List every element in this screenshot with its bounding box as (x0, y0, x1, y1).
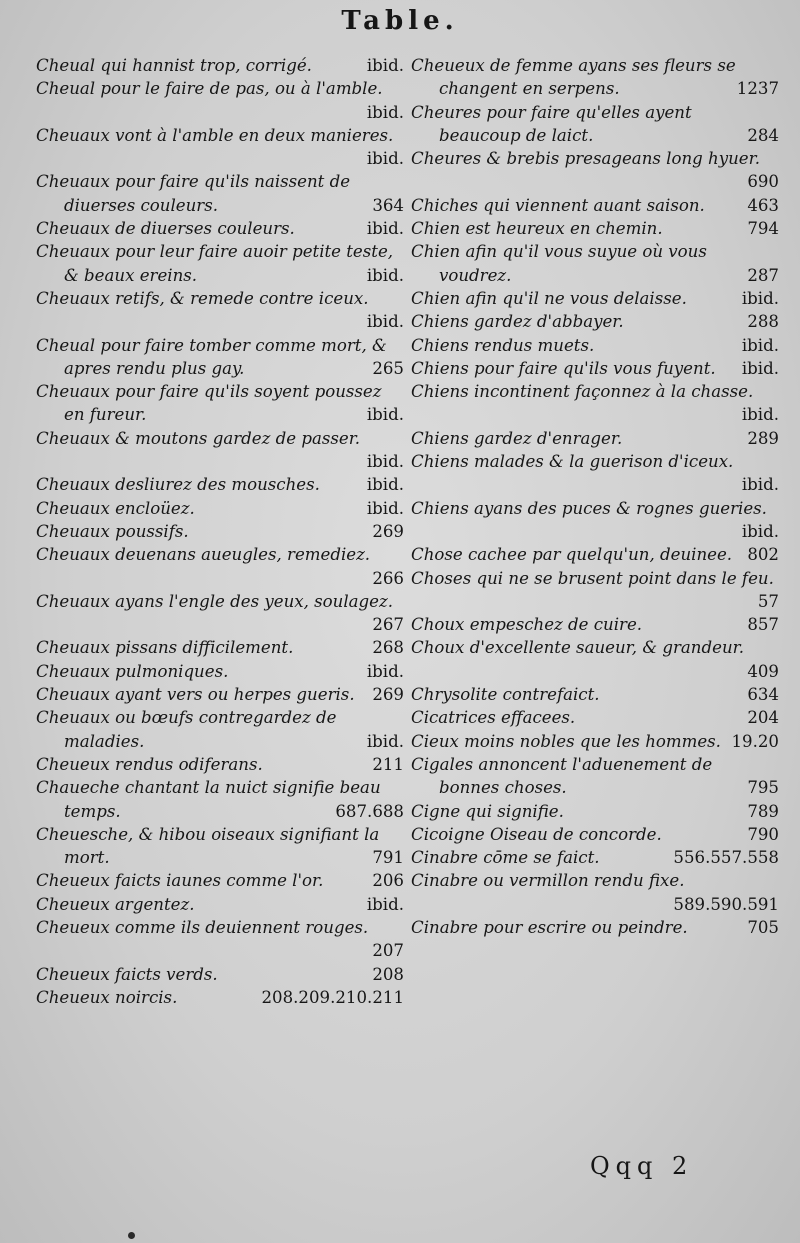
entry-page-ref: 267 (372, 615, 404, 635)
index-entry (36, 334, 404, 381)
index-entry (411, 683, 779, 706)
entry-page-ref: 207 (372, 941, 404, 961)
entry-page-ref: 284 (747, 125, 779, 145)
index-entry (411, 730, 779, 753)
index-entry (411, 846, 779, 869)
entry-page-ref: ibid. (366, 731, 404, 751)
entry-text: Cheuaux ayant vers ou herpes gueris. (36, 685, 355, 705)
index-entry (411, 380, 779, 427)
entry-page-ref: ibid. (741, 288, 779, 308)
entry-page-ref: 211 (372, 754, 404, 774)
index-entry (411, 869, 779, 916)
entry-text: Cigne qui signifie. (411, 801, 564, 821)
index-entry (36, 963, 404, 986)
entry-page-ref: ibid. (366, 475, 404, 495)
index-entry (411, 147, 779, 194)
entry-text: Cheuaux ayans l'engle des yeux, soulagez. (36, 591, 394, 611)
index-entry (411, 357, 779, 380)
entry-page-ref: 690 (747, 172, 779, 192)
entry-page-ref: 857 (747, 615, 779, 635)
index-entry (36, 124, 404, 171)
entry-text: Cinabre cōme se faict. (411, 848, 600, 868)
entry-page-ref: 463 (747, 195, 779, 215)
entry-text: Cheuaux pour leur faire auoir petite teste, & beaux ereins. (36, 242, 394, 285)
index-entry (411, 334, 779, 357)
entry-text: Chiens incontinent façonnez à la chasse. (411, 382, 754, 402)
entry-page-ref: 287 (747, 265, 779, 285)
index-entry (36, 823, 404, 870)
index-entry (411, 753, 779, 800)
entry-text: Cigales annoncent l'aduenement de bonnes choses. (411, 754, 713, 798)
index-entry (36, 753, 404, 776)
entry-page-ref: 265 (372, 358, 404, 378)
index-entry (36, 543, 404, 590)
entry-page-ref: ibid. (366, 265, 404, 285)
entry-page-ref: 802 (747, 545, 779, 565)
entry-text: Chaueche chantant la nuict signifie beau temps. (36, 778, 381, 821)
entry-page-ref: ibid. (366, 405, 404, 425)
entry-text: Cheuaux pissans difficilement. (36, 638, 294, 658)
index-entry (411, 567, 779, 614)
index-entry (36, 77, 404, 124)
entry-text: Chien afin qu'il ne vous delaisse. (411, 288, 687, 308)
entry-page-ref: 57 (757, 591, 779, 611)
index-entry (36, 240, 404, 287)
index-entry (36, 520, 404, 543)
entry-page-ref: 687.688 (335, 801, 404, 821)
entry-text: Choux empeschez de cuire. (411, 615, 643, 635)
index-entry (411, 427, 779, 450)
index-entry (411, 636, 779, 683)
entry-text: Cheual pour faire tomber comme mort, & apres rendu plus gay. (36, 335, 387, 378)
entry-text: Cheuaux ou bœufs contregardez de maladies. (36, 708, 337, 751)
entry-page-ref: ibid. (366, 498, 404, 518)
ink-blot (128, 1232, 135, 1239)
entry-page-ref: ibid. (741, 405, 779, 425)
entry-text: Cheuaux pour faire qu'ils soyent poussez en fureur. (36, 382, 382, 425)
entry-page-ref: 794 (747, 219, 779, 239)
index-entry (36, 380, 404, 427)
entry-page-ref: ibid. (741, 358, 779, 378)
entry-text: Cheuaux deuenans aueugles, remediez. (36, 545, 371, 565)
entry-page-ref: 208.209.210.211 (261, 987, 404, 1007)
entry-text: Cheueux argentez. (36, 894, 195, 914)
index-entry (411, 823, 779, 846)
index-entry (36, 54, 404, 77)
entry-text: Cheuaux encloüez. (36, 498, 195, 518)
entry-text: Chiens gardez d'enrager. (411, 428, 623, 448)
entry-page-ref: ibid. (741, 521, 779, 541)
index-entry (411, 54, 779, 101)
index-entry (411, 217, 779, 240)
entry-text: Cicatrices effacees. (411, 708, 576, 728)
signature-mark: Qqq 2 (590, 1152, 694, 1180)
index-entry (411, 706, 779, 729)
index-entry (411, 287, 779, 310)
entry-text: Cheuesche, & hibou oiseaux signifiant la mort. (36, 824, 380, 868)
entry-text: Chien est heureux en chemin. (411, 219, 663, 239)
entry-text: Cheuaux de diuerses couleurs. (36, 219, 295, 239)
entry-page-ref: ibid. (366, 312, 404, 332)
index-entry (36, 590, 404, 637)
index-entry (411, 916, 779, 939)
entry-text: Chrysolite contrefaict. (411, 685, 600, 705)
index-entry (411, 800, 779, 823)
index-entry (411, 497, 779, 544)
index-entry (36, 170, 404, 217)
entry-page-ref: 795 (747, 778, 779, 798)
entry-text: Chiches qui viennent auant saison. (411, 195, 705, 215)
entry-page-ref: 705 (747, 917, 779, 937)
index-entry (36, 427, 404, 474)
entry-text: Cheuaux poussifs. (36, 521, 189, 541)
entry-text: Cheuaux desliurez des mousches. (36, 475, 320, 495)
index-entry (36, 986, 404, 1009)
index-entry (36, 287, 404, 334)
entry-text: Cheual pour le faire de pas, ou à l'amble. (36, 79, 383, 99)
entry-text: Cheueux de femme ayans ses fleurs se changent en serpens. (411, 56, 736, 99)
entry-text: Cheuaux pulmoniques. (36, 661, 229, 681)
index-entry (36, 869, 404, 892)
entry-page-ref: ibid. (366, 56, 404, 75)
entry-text: Cheueux comme ils deuiennent rouges. (36, 917, 369, 937)
entry-text: Cheuaux & moutons gardez de passer. (36, 428, 361, 448)
entry-page-ref: 589.590.591 (673, 894, 779, 914)
entry-text: Cheuaux retifs, & remede contre iceux. (36, 288, 369, 308)
entry-page-ref: 1237 (736, 79, 779, 99)
entry-text: Cheuaux vont à l'amble en deux manieres. (36, 125, 394, 145)
entry-page-ref: 364 (372, 195, 404, 215)
entry-text: Cinabre ou vermillon rendu fixe. (411, 871, 685, 891)
entry-text: Chiens gardez d'abbayer. (411, 312, 624, 332)
entry-page-ref: 206 (372, 871, 404, 891)
entry-page-ref: 269 (372, 521, 404, 541)
entry-text: Chien afin qu'il vous suyue où vous voudrez. (411, 242, 707, 285)
entry-text: Cieux moins nobles que les hommes. (411, 731, 721, 751)
entry-page-ref: ibid. (741, 475, 779, 495)
index-column-right (411, 54, 779, 939)
entry-page-ref: 288 (747, 312, 779, 332)
entry-page-ref: ibid. (366, 149, 404, 169)
entry-text: Chiens rendus muets. (411, 335, 595, 355)
entry-text: Cheuaux pour faire qu'ils naissent de diuerses couleurs. (36, 172, 351, 215)
entry-page-ref: ibid. (741, 335, 779, 355)
index-entry (36, 706, 404, 753)
entry-text: Cicoigne Oiseau de concorde. (411, 824, 662, 844)
entry-page-ref: 789 (747, 801, 779, 821)
entry-page-ref: 289 (747, 428, 779, 448)
entry-text: Chiens pour faire qu'ils vous fuyent. (411, 358, 716, 378)
entry-text: Choux d'excellente saueur, & grandeur. (411, 638, 745, 658)
entry-page-ref: 19.20 (731, 731, 779, 751)
index-entry (36, 217, 404, 240)
index-entry (411, 240, 779, 287)
index-entry (36, 916, 404, 963)
entry-page-ref: 268 (372, 638, 404, 658)
entry-text: Chose cachee par quelqu'un, deuinee. (411, 545, 733, 565)
index-entry (36, 683, 404, 706)
entry-page-ref: ibid. (366, 219, 404, 239)
entry-page-ref: 556.557.558 (673, 848, 779, 868)
entry-page-ref: 269 (372, 685, 404, 705)
page-header: Table. (341, 6, 459, 36)
index-entry (411, 613, 779, 636)
entry-text: Choses qui ne se brusent point dans le feu. (411, 568, 774, 588)
entry-page-ref: 266 (372, 568, 404, 588)
index-entry (36, 776, 404, 823)
index-entry (411, 543, 779, 566)
index-entry (411, 310, 779, 333)
entry-text: Chiens malades & la guerison d'iceux. (411, 452, 734, 472)
entry-page-ref: 409 (747, 661, 779, 681)
entry-page-ref: 634 (747, 685, 779, 705)
entry-page-ref: ibid. (366, 452, 404, 472)
entry-text: Chiens ayans des puces & rognes gueries. (411, 498, 767, 518)
index-entry (36, 893, 404, 916)
entry-page-ref: 208 (372, 964, 404, 984)
entry-page-ref: ibid. (366, 661, 404, 681)
index-entry (36, 497, 404, 520)
entry-text: Cheueux noircis. (36, 987, 178, 1007)
entry-page-ref: 790 (747, 824, 779, 844)
entry-page-ref: 204 (747, 708, 779, 728)
index-entry (36, 636, 404, 659)
index-entry (411, 101, 779, 148)
index-entry (36, 660, 404, 683)
entry-page-ref: 791 (372, 848, 404, 868)
index-column-left (36, 54, 404, 1009)
entry-text: Cinabre pour escrire ou peindre. (411, 917, 688, 937)
index-entry (411, 450, 779, 497)
entry-text: Cheueux faicts iaunes comme l'or. (36, 871, 324, 891)
entry-text: Cheueux rendus odiferans. (36, 754, 263, 774)
entry-text: Cheures & brebis presageans long hyuer. (411, 149, 761, 169)
index-entry (36, 473, 404, 496)
entry-text: Cheueux faicts verds. (36, 964, 218, 984)
entry-text: Cheual qui hannist trop, corrigé. (36, 56, 312, 75)
entry-page-ref: ibid. (366, 894, 404, 914)
entry-page-ref: ibid. (366, 102, 404, 122)
index-entry (411, 194, 779, 217)
entry-text: Cheures pour faire qu'elles ayent beaucoup de laict. (411, 102, 692, 145)
